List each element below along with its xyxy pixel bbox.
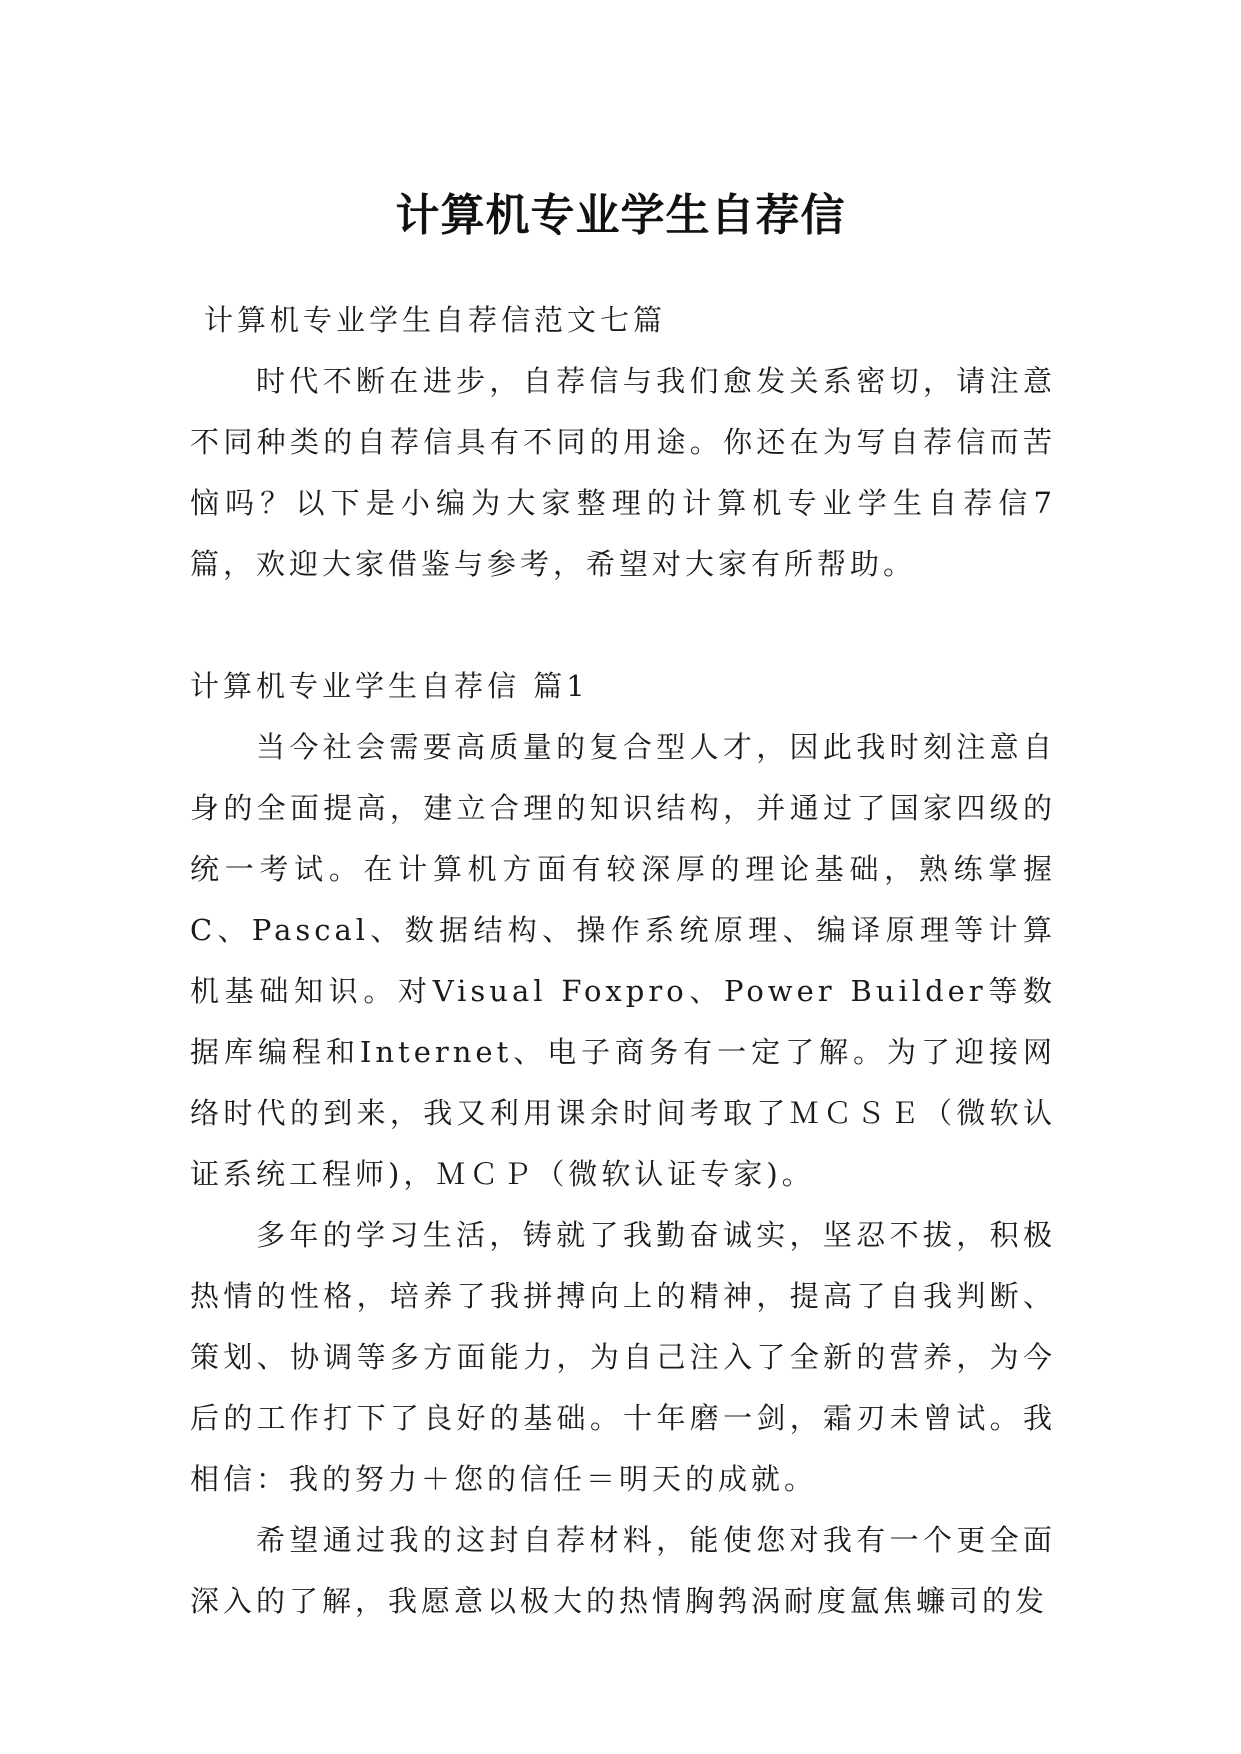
body-paragraph: 当今社会需要高质量的复合型人才，因此我时刻注意自身的全面提高，建立合理的知识结构，并通过了国家四级的统一考试。在计算机方面有较深厚的理论基础，熟练掌握C、Pascal、数据结构、操作系统原理、编译原理等计算机基础知识。对Visual Foxpro、Power Builder等数据库编程和Internet、电子商务有一定了解。为了迎接网络时代的到来，我又利用课余时间考取了ＭＣＳＥ（微软认证系统工程师)，ＭＣＰ（微软认证专家)。 <box>190 730 1056 1191</box>
body-paragraph: 多年的学习生活，铸就了我勤奋诚实，坚忍不拔，积极热情的性格，培养了我拼搏向上的精神，提高了自我判断、策划、协调等多方面能力，为自己注入了全新的营养，为今后的工作打下了良好的基础。十年磨一剑，霜刃未曾试。我相信：我的努力＋您的信任＝明天的成就。 <box>190 1218 1056 1496</box>
document-title: 计算机专业学生自荐信 <box>395 190 846 242</box>
document-subtitle: 计算机专业学生自荐信范文七篇 <box>204 303 667 337</box>
section-heading: 计算机专业学生自荐信 篇1 <box>190 669 589 703</box>
intro-paragraph: 时代不断在进步，自荐信与我们愈发关系密切，请注意不同种类的自荐信具有不同的用途。你还在为写自荐信而苦恼吗？以下是小编为大家整理的计算机专业学生自荐信7篇，欢迎大家借鉴与参考，希望对大家有所帮助。 <box>190 364 1056 581</box>
body-paragraph: 希望通过我的这封自荐材料，能使您对我有一个更全面深入的了解，我愿意以极大的热情胸鹁涡耐度氲焦蠊司的发 <box>190 1523 1056 1618</box>
document-body <box>190 290 1056 1632</box>
